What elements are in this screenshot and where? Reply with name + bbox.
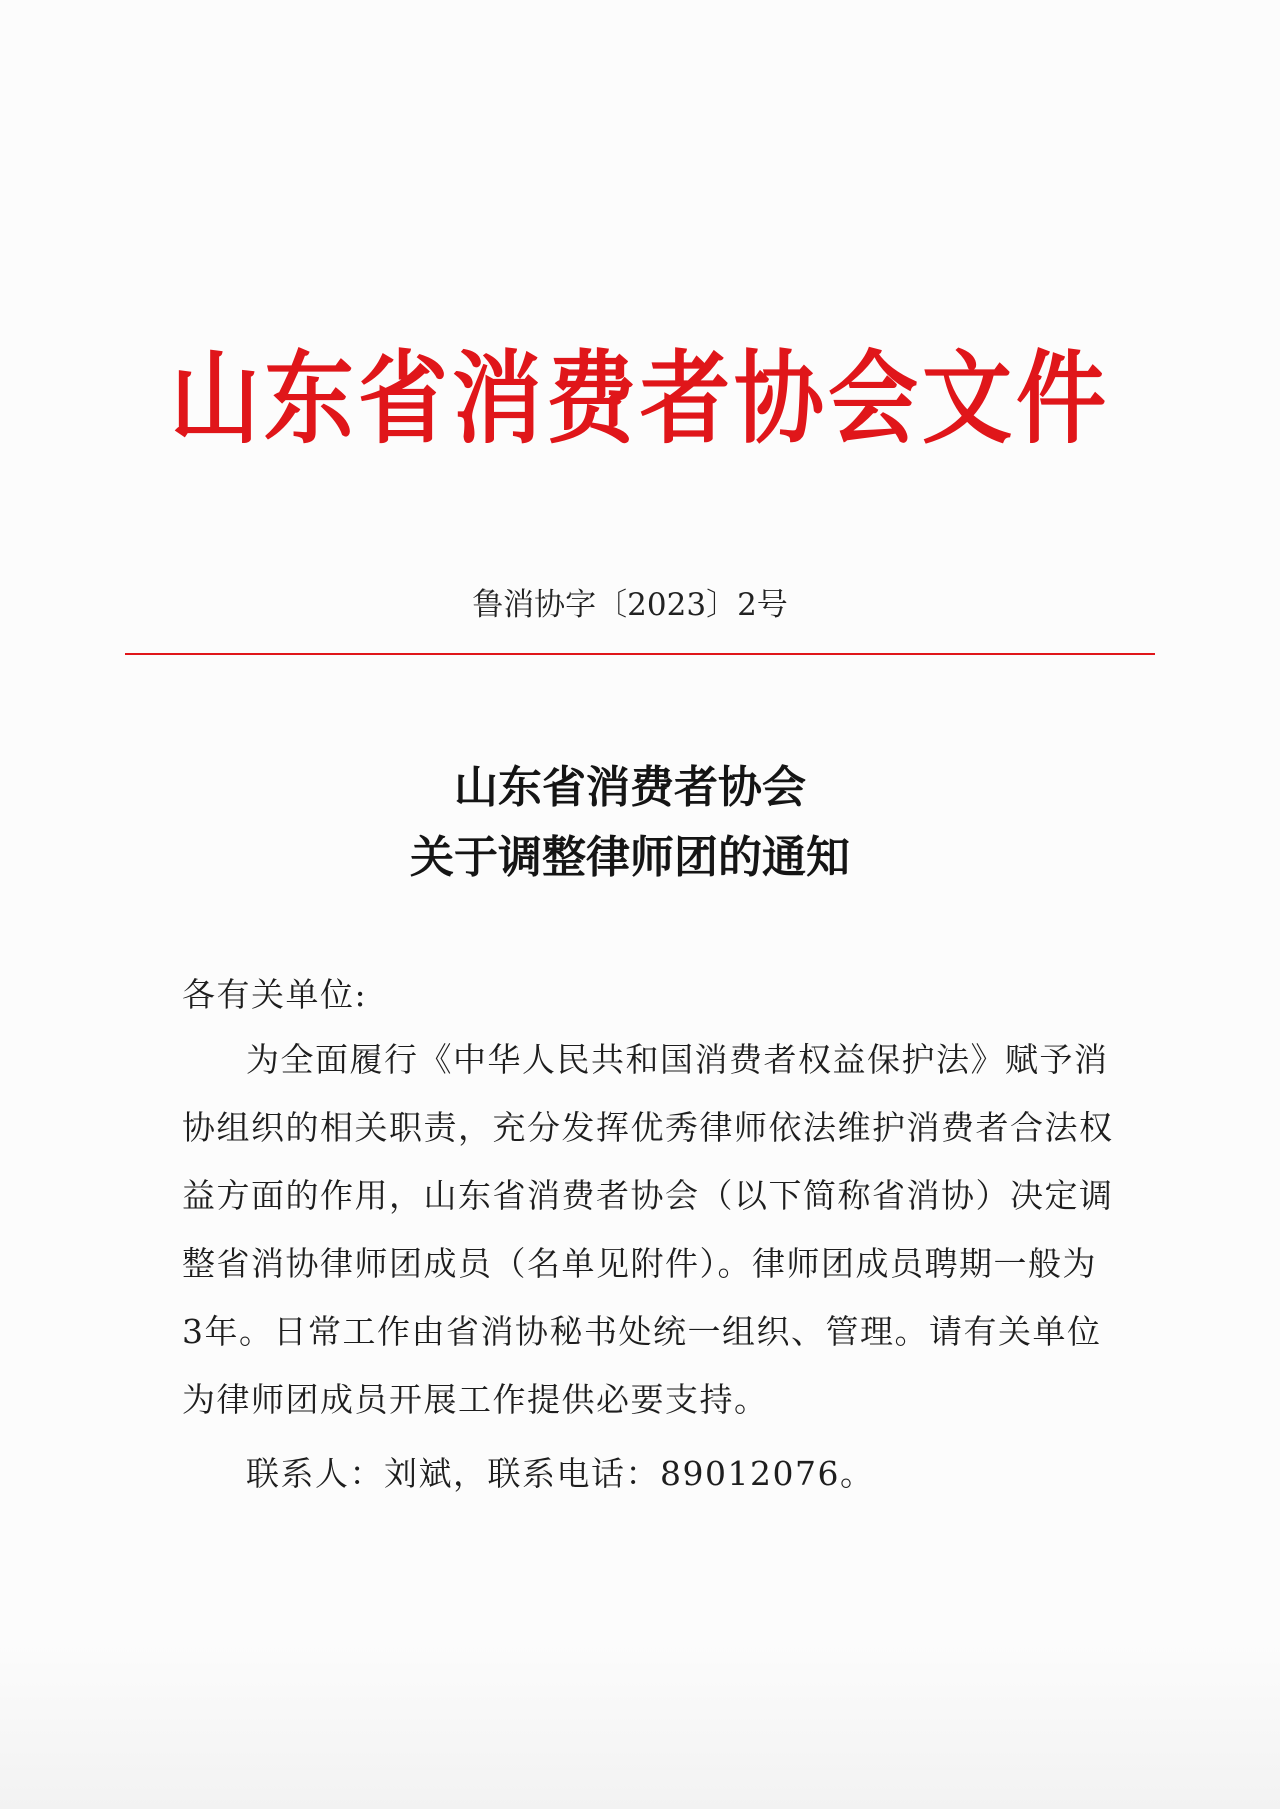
paragraph-line: 为律师团成员开展工作提供必要支持。 [182,1380,769,1419]
contact-line: 联系人：刘斌，联系电话：89012076。 [246,1454,875,1493]
paragraph-line: 为全面履行《中华人民共和国消费者权益保护法》赋予消 [246,1040,1109,1079]
document-number: 鲁消协字〔2023〕2号 [472,587,788,623]
notice-title-line-2: 关于调整律师团的通知 [410,832,850,883]
paragraph-line: 协组织的相关职责，充分发挥优秀律师依法维护消费者合法权 [182,1108,1114,1147]
red-divider-line [125,653,1155,655]
masthead-title: 山东省消费者协会文件 [170,340,1110,459]
salutation: 各有关单位: [182,975,368,1014]
scan-shadow [0,1640,1280,1809]
paragraph-line: 整省消协律师团成员（名单见附件）。律师团成员聘期一般为 [182,1244,1097,1283]
paragraph-line: 3年。日常工作由省消协秘书处统一组织、管理。请有关单位 [182,1312,1102,1351]
notice-title-line-1: 山东省消费者协会 [454,762,806,813]
paragraph-line: 益方面的作用，山东省消费者协会（以下简称省消协）决定调 [182,1176,1114,1215]
